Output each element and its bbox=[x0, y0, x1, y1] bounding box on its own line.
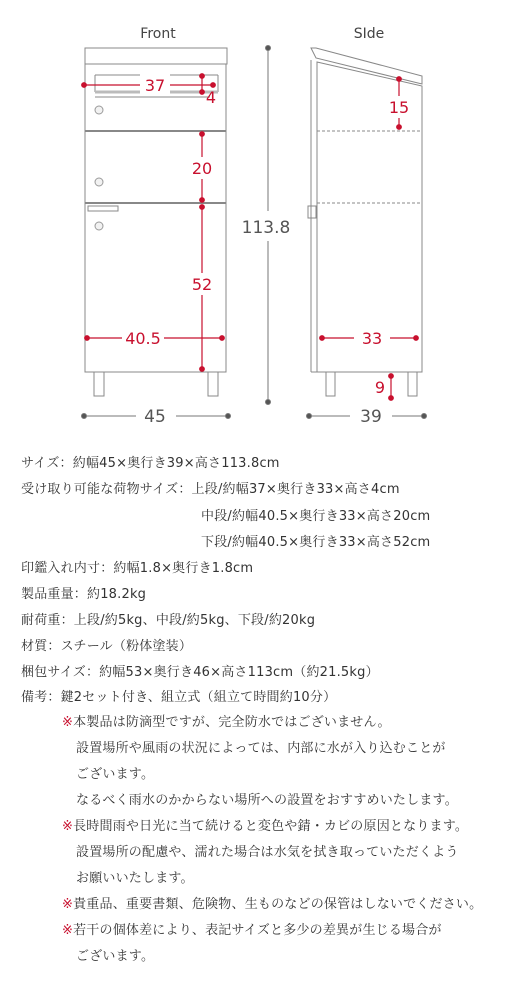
upper-width-label: 37 bbox=[144, 76, 166, 95]
side-sloped-lid bbox=[311, 48, 422, 84]
side-depth-inner-label: 33 bbox=[361, 329, 383, 348]
lock-icon bbox=[95, 178, 103, 186]
spec-weight: 製品重量：約18.2kg bbox=[21, 587, 147, 602]
spec-size: サイズ：約幅45×奥行き39×高さ113.8cm bbox=[21, 456, 280, 471]
side-red-dimensions bbox=[320, 77, 419, 401]
note-line bbox=[62, 897, 522, 923]
front-view-label: Front bbox=[140, 26, 176, 42]
side-view-label: SIde bbox=[353, 26, 385, 42]
side-depth-label: 39 bbox=[360, 407, 382, 427]
lower-height-label: 52 bbox=[191, 275, 213, 294]
note-mark: ※ bbox=[62, 923, 74, 938]
front-top-lid bbox=[85, 48, 227, 64]
note-mark: ※ bbox=[62, 715, 74, 730]
dimension-drawing bbox=[0, 0, 525, 440]
spec-parcel-size-upper: 受け取り可能な荷物サイズ：上段/約幅37×奥行き33×高さ4cm bbox=[21, 482, 400, 497]
upper-height-label: 4 bbox=[205, 88, 217, 107]
note-text: なるべく雨水のかからない場所への設置をおすすめいたします。 bbox=[76, 793, 458, 808]
spec-load-capacity: 耐荷重：上段/約5kg、中段/約5kg、下段/約20kg bbox=[21, 613, 316, 628]
spec-material: 材質：スチール（粉体塗装） bbox=[21, 639, 193, 654]
leg-height-label: 9 bbox=[374, 378, 386, 397]
middle-height-label: 20 bbox=[191, 159, 213, 178]
note-line bbox=[62, 767, 522, 793]
note-line bbox=[62, 819, 522, 845]
note-text: 若干の個体差により、表記サイズと多少の差異が生じる場合が bbox=[73, 923, 442, 938]
note-line bbox=[62, 923, 522, 949]
front-body bbox=[85, 64, 226, 372]
notes-list bbox=[62, 715, 522, 975]
lock-icon bbox=[95, 222, 103, 230]
total-height-label: 113.8 bbox=[241, 218, 291, 238]
note-line bbox=[62, 793, 522, 819]
lock-icon bbox=[95, 106, 103, 114]
spec-stamp-box: 印鑑入れ内寸：約幅1.8×奥行き1.8cm bbox=[21, 561, 254, 576]
front-red-dimensions bbox=[82, 74, 225, 372]
spec-remarks: 備考：鍵2セット付き、組立式（組立て時間約10分） bbox=[21, 690, 337, 705]
note-text: ございます。 bbox=[76, 949, 155, 964]
note-line bbox=[62, 949, 522, 975]
note-text: ございます。 bbox=[76, 767, 155, 782]
note-text: 貴重品、重要書類、危険物、生ものなどの保管はしないでください。 bbox=[73, 897, 483, 912]
spec-parcel-size-lower: 下段/約幅40.5×奥行き33×高さ52cm bbox=[201, 535, 431, 550]
front-width-label: 45 bbox=[144, 407, 166, 427]
note-mark: ※ bbox=[62, 819, 74, 834]
note-text: 長時間雨や日光に当て続けると変色や錆・カビの原因となります。 bbox=[73, 819, 469, 834]
note-line bbox=[62, 871, 522, 897]
lower-width-label: 40.5 bbox=[125, 329, 161, 348]
spec-package-size: 梱包サイズ：約幅53×奥行き46×高さ113cm（約21.5kg） bbox=[21, 665, 379, 680]
note-line bbox=[62, 715, 522, 741]
note-mark: ※ bbox=[62, 897, 74, 912]
note-text: 本製品は防滴型ですが、完全防水ではございません。 bbox=[73, 715, 391, 730]
note-text: お願いいたします。 bbox=[76, 871, 194, 886]
note-text: 設置場所の配慮や、濡れた場合は水気を拭き取っていただくよう bbox=[76, 845, 459, 860]
note-text: 設置場所や風雨の状況によっては、内部に水が入り込むことが bbox=[76, 741, 446, 756]
spec-parcel-size-middle: 中段/約幅40.5×奥行き33×高さ20cm bbox=[201, 509, 431, 524]
note-line bbox=[62, 741, 522, 767]
note-line bbox=[62, 845, 522, 871]
side-top-height-label: 15 bbox=[388, 98, 410, 117]
